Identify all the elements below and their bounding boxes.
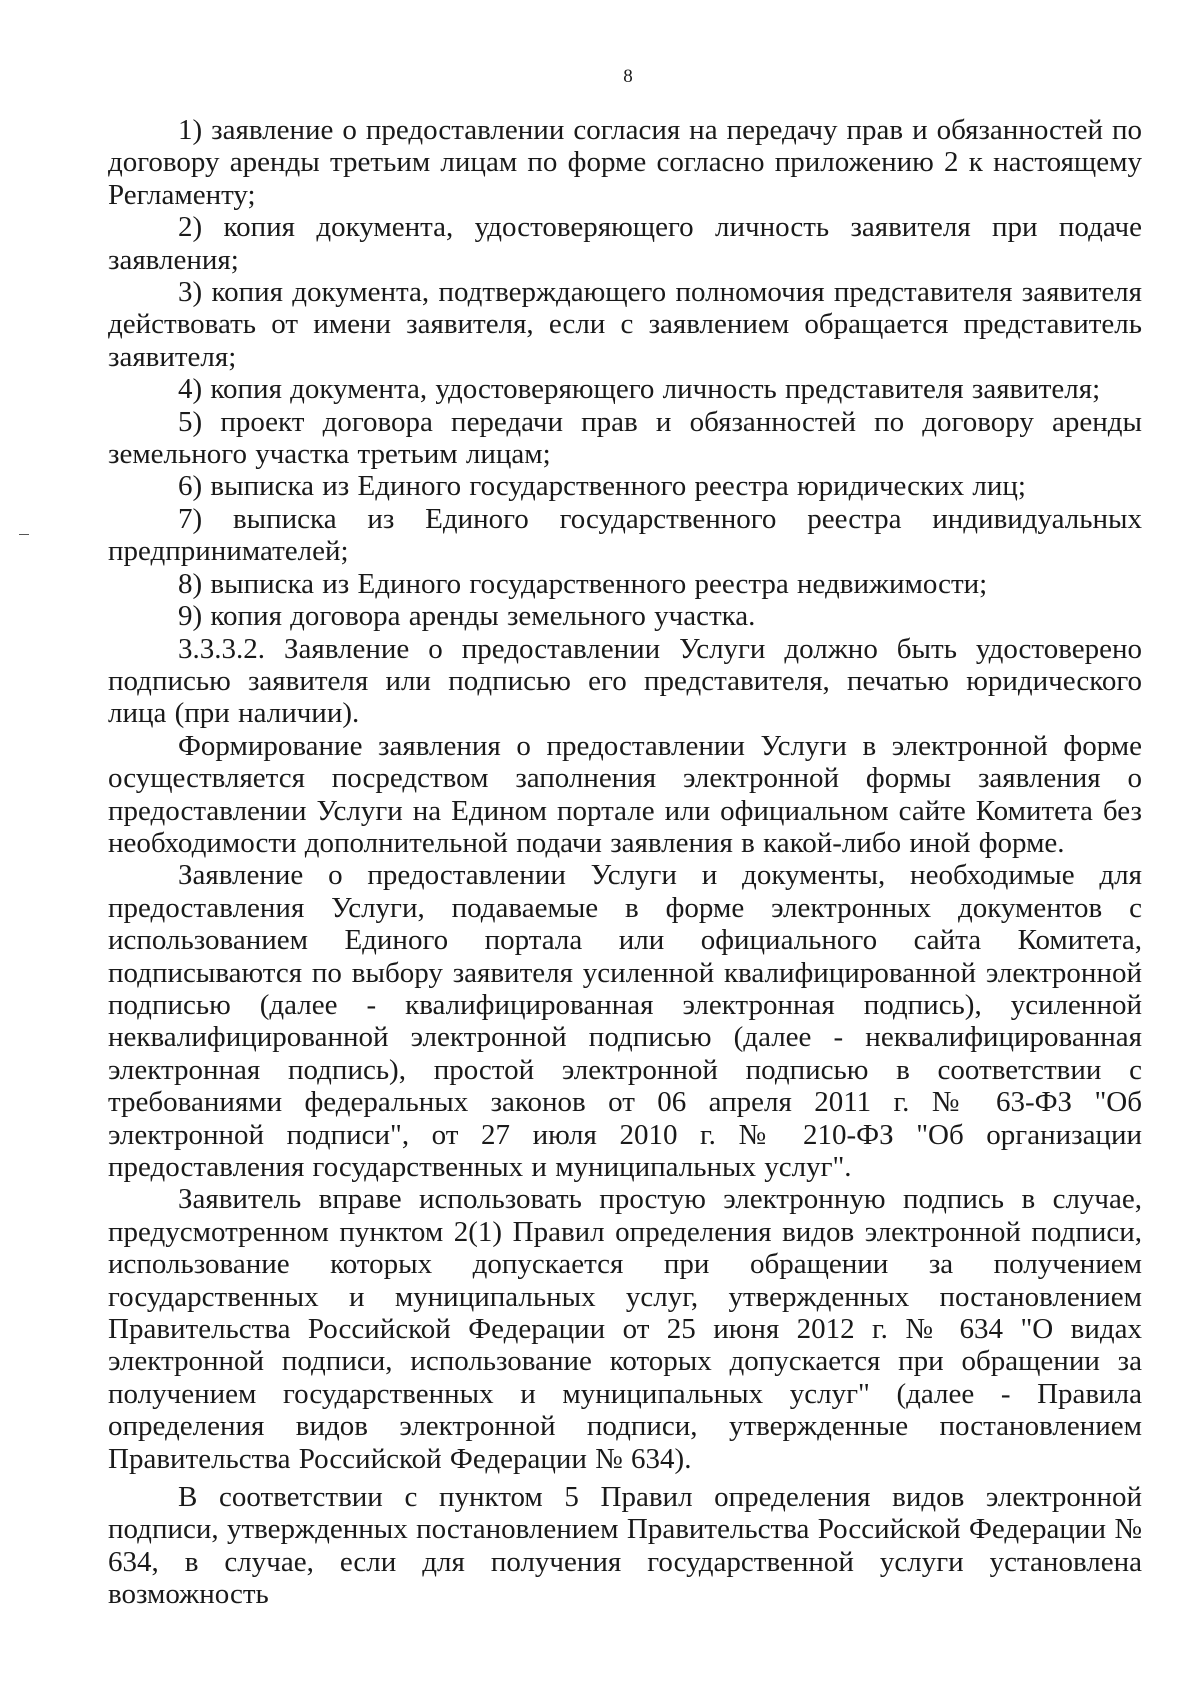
list-item-3: 3) копия документа, подтверждающего полномочия представителя заявителя действовать от имени заявителя, если с заявлением обращается представитель заявителя; bbox=[108, 276, 1142, 373]
paragraph-electronic-signature: Заявление о предоставлении Услуги и документы, необходимые для предоставления Услуги, подаваемые в форме электронных документов с использованием Единого портала или официального сайта Комитета, подписываются по выбору заявителя усиленной квалифицированной электронной подписью (далее - квалифицированная электронная подпись), усиленной неквалифицированной электронной подписью (далее - неквалифицированная электронная подпись), простой электронной подписью в соответствии с требованиями федеральных законов от 06 апреля 2011 г. № 63-ФЗ "Об электронной подписи", от 27 июля 2010 г. № 210-ФЗ "Об организации предоставления государственных и муниципальных услуг". bbox=[108, 859, 1142, 1183]
list-item-8: 8) выписка из Единого государственного реестра недвижимости; bbox=[178, 567, 988, 600]
list-item-2: 2) копия документа, удостоверяющего личность заявителя при подаче заявления; bbox=[108, 211, 1142, 276]
list-item-1: 1) заявление о предоставлении согласия на передачу прав и обязанностей по договору аренды третьим лицам по форме согласно приложению 2 к настоящему Регламенту; bbox=[108, 114, 1142, 211]
clause-3-3-3-2: 3.3.3.2. Заявление о предоставлении Услуги должно быть удостоверено подписью заявителя или подписью его представителя, печатью юридического лица (при наличии). bbox=[108, 632, 1142, 730]
document-body bbox=[108, 114, 1142, 1611]
paragraph-rule-5: В соответствии с пунктом 5 Правил определения видов электронной подписи, утвержденных постановлением Правительства Российской Федерации № 634, в случае, если для получения государственной услуги установлена возможность bbox=[108, 1481, 1142, 1611]
paragraph-electronic-form: Формирование заявления о предоставлении Услуги в электронной форме осуществляется посредством заполнения электронной формы заявления о предоставлении Услуги на Едином портале или официальном сайте Комитета без необходимости дополнительной подачи заявления в какой-либо иной форме. bbox=[108, 729, 1142, 859]
page-number: 8 bbox=[623, 66, 633, 87]
list-item-9: 9) копия договора аренды земельного участка. bbox=[178, 600, 756, 633]
margin-mark bbox=[19, 534, 29, 535]
list-item-5: 5) проект договора передачи прав и обязанностей по договору аренды земельного участка третьим лицам; bbox=[108, 405, 1142, 471]
paragraph-simple-signature: Заявитель вправе использовать простую электронную подпись в случае, предусмотренном пунктом 2(1) Правил определения видов электронной подписи, использование которых допускается при обращении за получением государственных и муниципальных услуг, утвержденных постановлением Правительства Российской Федерации от 25 июня 2012 г. № 634 "О видах электронной подписи, использование которых допускается при обращении за получением государственных и муниципальных услуг" (далее - Правила определения видов электронной подписи, утвержденные постановлением Правительства Российской Федерации № 634). bbox=[108, 1183, 1142, 1475]
list-item-7: 7) выписка из Единого государственного реестра индивидуальных предпринимателей; bbox=[108, 502, 1142, 568]
list-item-4: 4) копия документа, удостоверяющего личность представителя заявителя; bbox=[178, 373, 1101, 406]
list-item-6: 6) выписка из Единого государственного реестра юридических лиц; bbox=[178, 470, 1026, 503]
